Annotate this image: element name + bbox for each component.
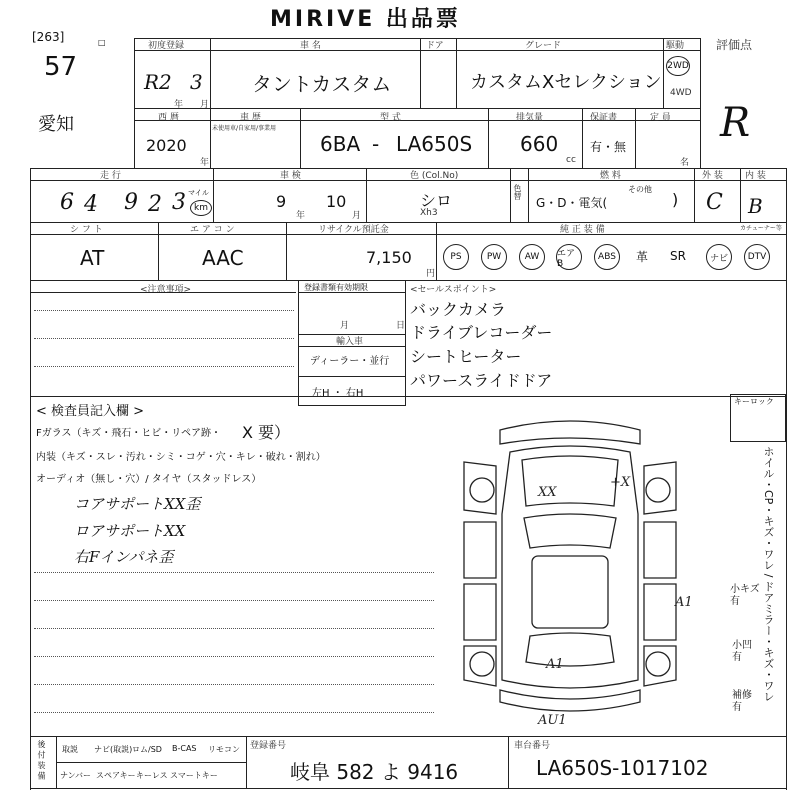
- label-hosho: 保証書: [590, 113, 618, 123]
- mileage-digit-3: 9: [124, 190, 138, 215]
- wheel-rr: [646, 652, 670, 676]
- opt-smart-key: スマートキー: [170, 771, 218, 780]
- sales-point-3: シートヒーター: [410, 347, 522, 366]
- label-hyoka: 評価点: [716, 38, 753, 52]
- side-small-3: 補修有: [732, 690, 752, 713]
- vehicle-grade: カスタムXセレクション: [470, 72, 662, 93]
- label-shaken: 車 検: [280, 171, 301, 181]
- label-equip-right: カチューナー等: [740, 225, 782, 232]
- roof: [532, 556, 608, 628]
- f-glass-line: Fガラス（キズ・飛石・ヒビ・リペア跡・: [36, 428, 222, 439]
- shaken-year-mark: 年: [296, 211, 306, 221]
- month-value: 3: [190, 70, 203, 94]
- equip-aw: AW: [519, 244, 545, 270]
- damage-mark-2: +X: [610, 475, 631, 490]
- equip-abs: ABS: [594, 244, 620, 270]
- model-value: LA650S: [396, 132, 473, 156]
- f-glass-mark: X 要）: [242, 423, 291, 442]
- shaken-month-mark: 月: [352, 211, 362, 221]
- model-dash: -: [372, 132, 380, 156]
- label-dealer: ディーラー・並行: [310, 356, 390, 367]
- reg-month: 月: [340, 321, 350, 331]
- shift-value: AT: [80, 246, 105, 270]
- damage-mark-1: XX: [538, 485, 557, 500]
- label-naisou: 内 装: [745, 171, 766, 181]
- label-yunyu: 輸入車: [336, 337, 364, 347]
- equip-pw: PW: [481, 244, 507, 270]
- sales-point-1: バックカメラ: [410, 300, 507, 319]
- equip-sr: SR: [670, 249, 686, 263]
- equip-ps: PS: [443, 244, 469, 270]
- yen-mark: 円: [426, 269, 436, 279]
- year-ad-mark: 年: [200, 158, 210, 168]
- damage-mark-3: A1: [675, 595, 693, 610]
- chassis-number: LA650S-1017102: [536, 756, 709, 780]
- label-nenryo: 燃 料: [600, 171, 621, 181]
- wheel-fr: [646, 478, 670, 502]
- shaken-month: 10: [326, 192, 347, 211]
- opt-rom-sd: ロム/SD: [132, 745, 162, 754]
- iro-kae: 色替: [513, 184, 522, 200]
- label-color: 色 (Col.No): [410, 171, 459, 181]
- label-grade: グレード: [525, 41, 562, 51]
- label-sales: <セールスポイント>: [410, 285, 497, 295]
- mei-mark: 名: [680, 158, 690, 168]
- label-gaisou: 外 装: [702, 171, 723, 181]
- label-handle: 左H ・ 右H: [312, 388, 364, 399]
- side-notes: ホイル・CP・キズ・ワレ / ドアミラー・キズ・ワレ: [762, 446, 775, 703]
- fuel-other: その他: [628, 185, 652, 194]
- opt-toriset: 取説: [62, 745, 78, 754]
- label-seireki: 西 暦: [158, 113, 179, 123]
- label-soko: 走 行: [100, 171, 121, 181]
- hood: [522, 456, 618, 506]
- label-junsei: 純 正 装 備: [560, 225, 605, 235]
- year-ad-value: 2020: [146, 136, 187, 155]
- label-shadai-sub: 未使用車/自家用/事業用: [212, 125, 277, 132]
- mileage-digit-5: 3: [172, 190, 186, 215]
- right-front-fender: [644, 462, 676, 514]
- label-katashiki: 型 式: [380, 113, 401, 123]
- plate-number: 岐阜 582 よ 9416: [290, 760, 459, 784]
- month-mark: 月: [200, 100, 210, 110]
- naisou-line: 内装（キズ・スレ・汚れ・シミ・コゲ・穴・キレ・破れ・割れ）: [36, 452, 326, 463]
- audio-line: オーディオ（無し・穴）/ タイヤ（スタッドレス）: [36, 474, 262, 485]
- label-shodo: 初度登録: [148, 41, 185, 51]
- small-arrow: □: [98, 38, 106, 47]
- opt-navi-toriset: ナビ(取説): [94, 745, 133, 754]
- mileage-digit-2: 4: [84, 192, 98, 217]
- year-mark: 年: [174, 100, 184, 110]
- opt-spare-key: スペアキー: [96, 771, 136, 780]
- left-front-door: [464, 522, 496, 578]
- label-kudou: 駆動: [666, 41, 685, 51]
- opt-bcas: B-CAS: [172, 744, 197, 753]
- equip-leather: 革: [636, 250, 649, 264]
- drive-4wd: 4WD: [670, 88, 692, 98]
- lot-tag: [263]: [32, 30, 65, 44]
- note-1: コアサポートXX歪: [74, 495, 201, 513]
- aircon-value: AAC: [202, 246, 244, 270]
- km-mark: km: [190, 200, 212, 216]
- warranty-value: 有・無: [590, 140, 627, 154]
- equip-airbag: エアB: [556, 244, 582, 270]
- label-toroku-no: 登録番号: [250, 741, 287, 751]
- mile-mark: マイル: [188, 189, 209, 197]
- label-shadai-no: 車台番号: [514, 741, 551, 751]
- right-rear-door: [644, 584, 676, 640]
- sales-point-2: ドライブレコーダー: [410, 323, 553, 342]
- note-2: ロアサポートXX: [74, 522, 186, 540]
- right-front-door: [644, 522, 676, 578]
- label-haikiryo: 排気量: [516, 113, 544, 123]
- label-door: ドア: [426, 41, 444, 51]
- note-3: 右Fインパネ歪: [74, 548, 174, 566]
- label-kensa: < 検査員記入欄 >: [36, 404, 145, 419]
- equip-navi: ナビ: [706, 244, 732, 270]
- color-value: シロ: [420, 191, 453, 210]
- rear-window: [526, 633, 614, 666]
- recycle-value: 7,150: [366, 248, 412, 267]
- sales-point-4: パワースライドドア: [410, 371, 553, 390]
- label-shamei: 車 名: [300, 41, 321, 51]
- exterior-value: C: [706, 190, 723, 215]
- opt-remocon: リモコン: [208, 745, 240, 754]
- cc-value: 660: [520, 132, 559, 156]
- score-value: R: [720, 100, 751, 146]
- label-chuui: <注意事項>: [140, 285, 192, 295]
- front-bumper: [500, 421, 640, 444]
- windshield: [524, 514, 616, 548]
- opt-number: ナンバー: [60, 771, 92, 780]
- side-small-1: 小キズ有: [730, 584, 760, 607]
- lot-number: 57: [44, 52, 78, 82]
- left-front-fender: [464, 462, 496, 514]
- doc-title: MIRIVE 出品票: [270, 7, 461, 32]
- fuel-close: ): [672, 190, 679, 209]
- wheel-rl: [470, 652, 494, 676]
- car-diagram: [450, 418, 693, 728]
- era-value: R2: [144, 70, 172, 94]
- label-recycle: リサイクル預託金: [318, 225, 389, 235]
- mileage-digit-1: 6: [60, 190, 74, 215]
- model-prefix: 6BA: [320, 132, 361, 156]
- cc-mark: cc: [566, 155, 576, 165]
- vehicle-name: タントカスタム: [252, 72, 392, 96]
- rear-bumper: [500, 690, 640, 711]
- wheel-fl: [470, 478, 494, 502]
- left-rear-door: [464, 584, 496, 640]
- opt-keyless: キーレス: [136, 771, 168, 780]
- side-small-2: 小凹有: [732, 640, 752, 663]
- damage-mark-5: AU1: [538, 713, 567, 728]
- color-no: Xh3: [420, 208, 438, 218]
- label-shadai: 車 歴: [240, 113, 261, 123]
- label-kouki: 後 付 装 備: [37, 740, 46, 780]
- label-torokusho: 登録書類有効期限: [304, 283, 368, 292]
- mileage-digit-4: 2: [148, 192, 162, 217]
- label-teiin: 定 員: [650, 113, 671, 123]
- label-aircon: エ ア コ ン: [190, 225, 235, 235]
- shaken-year: 9: [276, 192, 287, 211]
- label-shift: シ フ ト: [70, 225, 103, 235]
- interior-value: B: [748, 194, 763, 218]
- damage-mark-4: A1: [546, 657, 564, 672]
- equip-dtv: DTV: [744, 244, 770, 270]
- fuel-value: G・D・電気(: [536, 196, 608, 210]
- reg-day: 日: [396, 321, 406, 331]
- region: 愛知: [38, 114, 74, 135]
- drive-2wd: 2WD: [666, 56, 690, 76]
- label-keyrock: キーロック: [734, 397, 774, 406]
